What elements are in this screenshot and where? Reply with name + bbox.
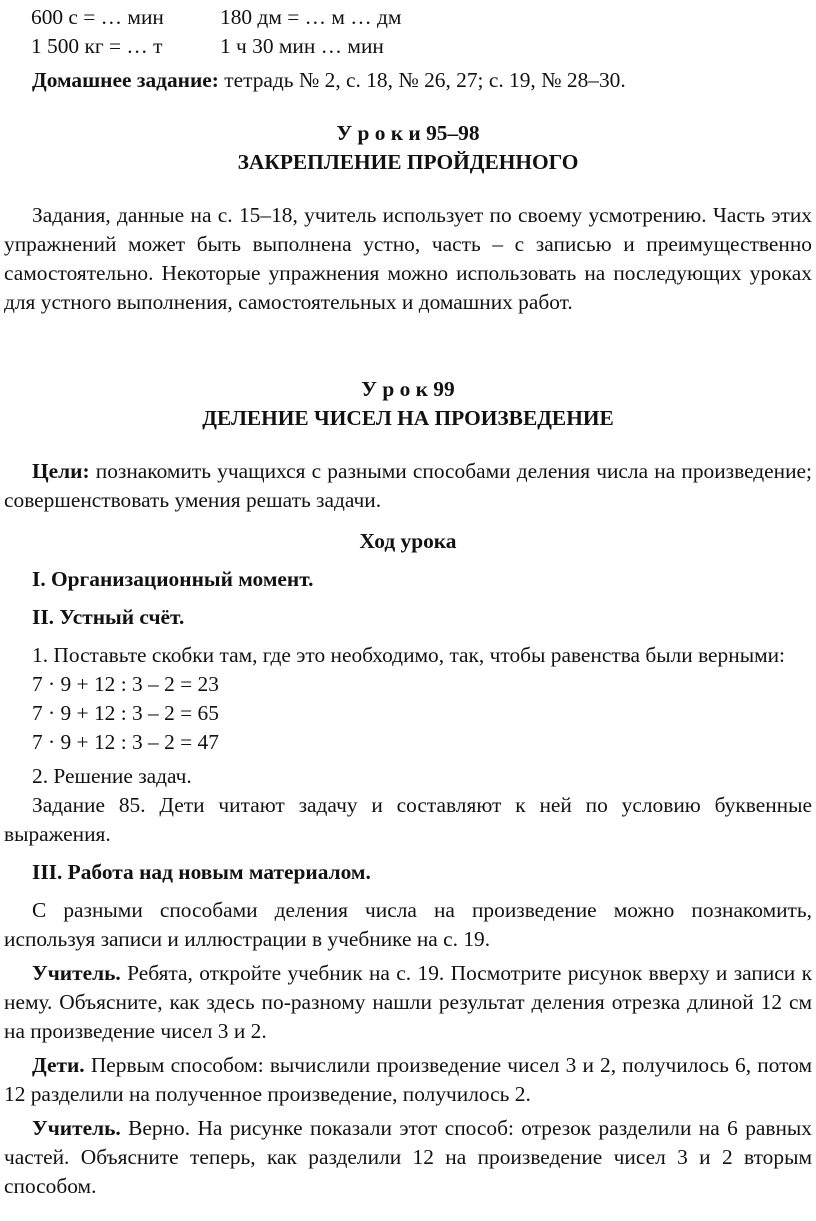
homework-text: тетрадь № 2, с. 18, № 26, 27; с. 19, № 28–30. [218,68,626,92]
section-2-heading: II. Устный счёт. [32,605,185,629]
children-text: Первым способом: вычислили произведение чисел 3 и 2, получилось 6, потом 12 разделили на полученное произведение, получилось 2. [4,1053,812,1106]
teacher-paragraph-2 [4,1114,812,1201]
teacher-paragraph-1 [4,959,812,1046]
goals-paragraph [4,457,812,515]
children-paragraph [4,1051,812,1109]
children-label: Дети. [32,1053,85,1077]
equation: 7 · 9 + 12 : 3 – 2 = 23 [32,672,219,696]
document-page [4,3,812,1201]
lesson-99-number: У р о к 99 [361,377,455,401]
task-85-paragraph: Задание 85. Дети читают задачу и составляют к ней по условию буквенные выражения. [4,793,812,846]
homework-label: Домашнее задание: [32,68,219,92]
task-1-paragraph: 1. Поставьте скобки там, где это необходимо, так, чтобы равенства были верными: [32,643,785,667]
course-heading: Ход урока [359,529,457,553]
goals-label: Цели: [32,459,90,483]
conversion-item: 600 с = … мин [31,5,164,29]
conversion-item: 1 ч 30 мин … мин [220,34,384,58]
conversion-item: 1 500 кг = … т [31,34,163,58]
goals-text: познакомить учащихся с разными способами деления числа на произведение; совершенствовать умения решать задачи. [4,459,812,512]
section-3-heading: III. Работа над новым материалом. [32,860,371,884]
task-2-paragraph: 2. Решение задач. [32,764,192,788]
lesson-95-title: ЗАКРЕПЛЕНИЕ ПРОЙДЕННОГО [237,150,579,174]
lesson-95-number: У р о к и 95–98 [336,121,480,145]
teacher-text: Верно. На рисунке показали этот способ: отрезок разделили на 6 равных частей. Объясните теперь, как разделили 12 на произведение чисел 3 и 2 вторым способом. [4,1116,812,1198]
lesson-95-paragraph: Задания, данные на с. 15–18, учитель использует по своему усмотрению. Часть этих упражнений может быть выполнена устно, часть – с записью и преимущественно самостоятельно. Некоторые упражнения можно использовать на последующих уроках для устного выполнения, самостоятельных и домашних работ. [4,203,812,314]
equation: 7 · 9 + 12 : 3 – 2 = 65 [32,701,219,725]
teacher-label: Учитель. [32,961,121,985]
equation: 7 · 9 + 12 : 3 – 2 = 47 [32,730,219,754]
conversion-item: 180 дм = … м … дм [220,5,402,29]
homework-paragraph [4,66,812,95]
lesson-99-title: ДЕЛЕНИЕ ЧИСЕЛ НА ПРОИЗВЕДЕНИЕ [202,406,614,430]
conversion-row-2 [4,32,812,61]
new-material-paragraph: С разными способами деления числа на произведение можно познакомить, используя записи и иллюстрации в учебнике на с. 19. [4,898,812,951]
teacher-text: Ребята, откройте учебник на с. 19. Посмотрите рисунок вверху и записи к нему. Объясните, как здесь по-разному нашли результат деления отрезка длиной 12 см на произведение чисел 3 и 2. [4,961,812,1043]
section-1-heading: I. Организационный момент. [32,567,314,591]
conversion-row-1 [4,3,812,32]
teacher-label: Учитель. [32,1116,121,1140]
